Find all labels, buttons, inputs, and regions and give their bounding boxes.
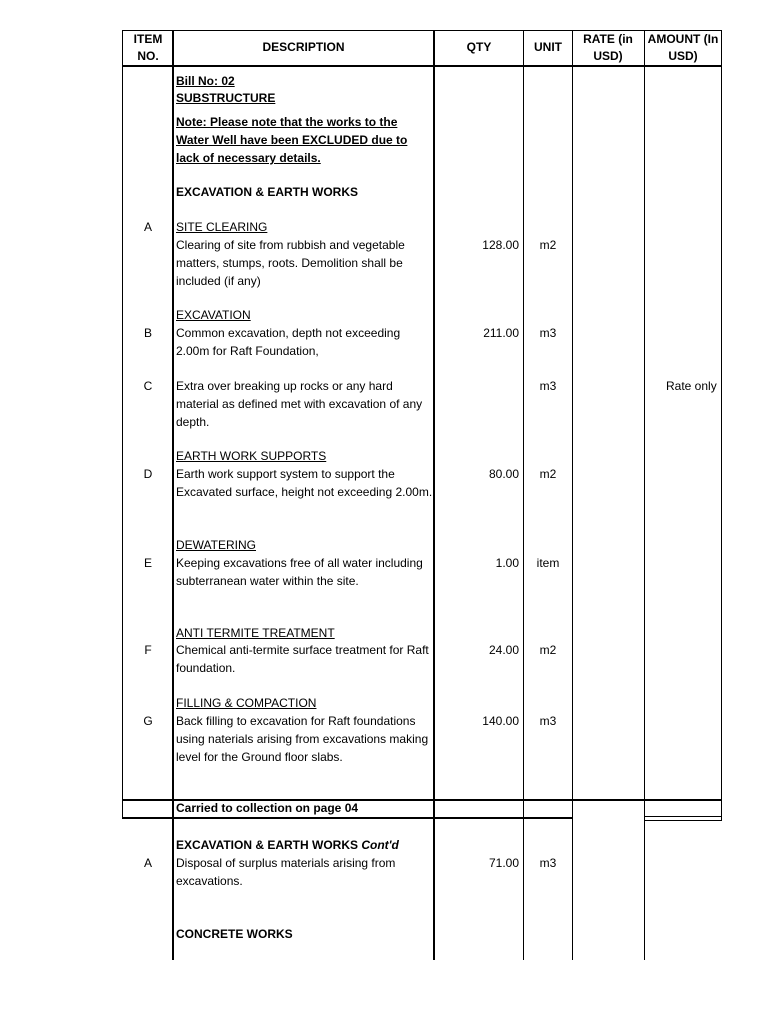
item-qty: 24.00 bbox=[488, 643, 519, 657]
item-unit: m3 bbox=[539, 856, 557, 870]
carried-bottom-border bbox=[122, 817, 572, 819]
item-description: Clearing of site from rubbish and vegetable matters, stumps, roots. Demolition shall be included (if any) bbox=[176, 238, 405, 288]
item-unit: item bbox=[536, 556, 560, 570]
item-description: Chemical anti-termite surface treatment for Raft foundation. bbox=[176, 643, 429, 675]
amount-double-border-1 bbox=[644, 816, 722, 817]
header-amount: AMOUNT (In USD) bbox=[647, 32, 719, 63]
item-heading: FILLING & COMPACTION bbox=[176, 696, 317, 710]
item-number: F bbox=[144, 643, 152, 657]
item-qty: 211.00 bbox=[483, 326, 519, 340]
item-qty: 80.00 bbox=[488, 467, 519, 481]
item-heading: SITE CLEARING bbox=[176, 220, 268, 234]
amount-double-border-2 bbox=[644, 820, 722, 821]
item-number: A bbox=[143, 220, 152, 234]
item-heading: EXCAVATION bbox=[176, 308, 251, 322]
item-amount: Rate only bbox=[666, 379, 717, 393]
item-unit: m3 bbox=[539, 379, 557, 393]
item-number: G bbox=[143, 714, 153, 728]
item-number: D bbox=[143, 467, 153, 481]
item-unit: m3 bbox=[539, 326, 557, 340]
carried-to-collection: Carried to collection on page 04 bbox=[176, 801, 359, 815]
col-border-rate bbox=[644, 30, 645, 960]
col-border-left bbox=[122, 30, 123, 818]
item-qty: 71.00 bbox=[488, 856, 519, 870]
section-heading-text: EXCAVATION & EARTH WORKS bbox=[176, 838, 358, 852]
item-unit: m2 bbox=[539, 643, 557, 657]
item-heading: DEWATERING bbox=[176, 538, 256, 552]
header-description: DESCRIPTION bbox=[262, 40, 345, 54]
item-heading: EARTH WORK SUPPORTS bbox=[176, 449, 327, 463]
col-border-item bbox=[172, 30, 174, 960]
header-qty: QTY bbox=[466, 40, 492, 54]
item-number: A bbox=[143, 856, 152, 870]
item-number: E bbox=[143, 556, 152, 570]
item-number: C bbox=[143, 379, 153, 393]
item-description: Extra over breaking up rocks or any hard material as defined met with excavation of any depth. bbox=[176, 379, 423, 429]
item-description: Keeping excavations free of all water including subterranean water within the site. bbox=[176, 556, 423, 588]
item-heading: ANTI TERMITE TREATMENT bbox=[176, 626, 335, 640]
item-number: B bbox=[143, 326, 152, 340]
col-border-unit bbox=[572, 30, 573, 960]
col-border-qty bbox=[523, 30, 524, 960]
concrete-works-heading: CONCRETE WORKS bbox=[176, 927, 293, 941]
bill-title: SUBSTRUCTURE bbox=[176, 91, 276, 105]
item-qty: 1.00 bbox=[495, 556, 519, 570]
col-border-right bbox=[721, 30, 722, 820]
item-qty: 140.00 bbox=[482, 714, 519, 728]
header-unit: UNIT bbox=[534, 40, 562, 54]
header-item-no: ITEM NO. bbox=[133, 32, 163, 63]
item-unit: m3 bbox=[539, 714, 557, 728]
item-unit: m2 bbox=[539, 238, 557, 252]
item-description: Earth work support system to support the Excavated surface, height not exceeding 2.00m. bbox=[176, 467, 433, 499]
item-description: Back filling to excavation for Raft foundations using naterials arising from excavations making level for the Ground floor slabs. bbox=[176, 714, 429, 764]
section-heading-continued bbox=[176, 836, 399, 854]
section-heading: EXCAVATION & EARTH WORKS bbox=[176, 185, 358, 199]
section-heading-suffix: Cont'd bbox=[361, 838, 399, 852]
item-description: Common excavation, depth not exceeding 2.00m for Raft Foundation, bbox=[176, 326, 401, 358]
item-description: Disposal of surplus materials arising from excavations. bbox=[176, 856, 396, 888]
header-bottom-border bbox=[122, 65, 722, 67]
item-qty: 128.00 bbox=[482, 238, 519, 252]
bill-number: Bill No: 02 bbox=[176, 74, 235, 88]
bill-note: Note: Please note that the works to the Water Well have been EXCLUDED due to lack of necessary details. bbox=[176, 115, 408, 165]
item-unit: m2 bbox=[539, 467, 557, 481]
header-rate: RATE (in USD) bbox=[583, 32, 633, 63]
